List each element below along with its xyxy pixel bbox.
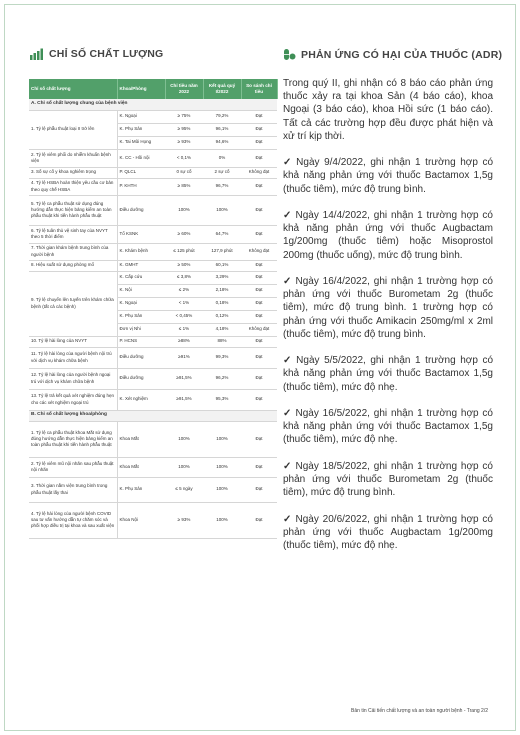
department-cell: P. HCNS: [117, 336, 165, 347]
target-cell: ≥ 50%: [165, 260, 203, 271]
compare-cell: Đạt: [241, 271, 277, 284]
target-cell: ≤ 3,8%: [165, 271, 203, 284]
indicator-name: 2. Tỷ lệ viêm mũ nội nhãn sau phẫu thuật nội nhãn: [29, 457, 117, 477]
table-header-row: [29, 79, 277, 99]
quality-indicators-table: [29, 79, 278, 539]
result-cell: 3,29%: [203, 271, 241, 284]
check-icon: ✓: [283, 408, 293, 419]
compare-cell: Không đạt: [241, 243, 277, 260]
table-row: [29, 110, 277, 123]
table-row: [29, 336, 277, 347]
target-cell: ≥91,5%: [165, 368, 203, 389]
bar-chart-icon: [30, 48, 44, 60]
indicator-name: 1. Tỷ lệ phẫu thuật loại II trở lên: [29, 110, 117, 149]
result-cell: 96,2%: [203, 368, 241, 389]
result-cell: 99,3%: [203, 347, 241, 368]
indicator-name: 4. Tỷ lệ HSBA hoàn thiện yêu cầu cơ bản theo quy chế HSBA: [29, 178, 117, 195]
result-cell: 64,7%: [203, 225, 241, 243]
target-cell: ≤ 5 ngày: [165, 477, 203, 502]
check-icon: ✓: [283, 513, 293, 525]
adr-text: Trong quý II, ghi nhận có 8 báo cáo phản ứng thuốc xảy ra tại khoa Sản (4 báo cáo), khoa Ngoại (3 báo cáo), khoa Hồi sức (1 báo cáo). Tất cả các trường hợp đều được phát hiện và xử trí kịp thời.: [283, 78, 493, 142]
section-title: A. Chỉ số chất lượng chung của bệnh viện: [29, 99, 277, 110]
table-row: [29, 421, 277, 457]
target-cell: ≤ 1%: [165, 323, 203, 336]
compare-cell: Đạt: [241, 347, 277, 368]
indicator-name: 3. Số sự cố y khoa nghiêm trọng: [29, 167, 117, 178]
compare-cell: Không đạt: [241, 323, 277, 336]
department-cell: K. Tai Mũi Họng: [117, 136, 165, 149]
indicator-name: 3. Thời gian nằm viện trung bình trong phẫu thuật lấy thai: [29, 477, 117, 502]
department-cell: K. Nội: [117, 284, 165, 297]
department-cell: Điều dưỡng: [117, 195, 165, 225]
target-cell: ≥ 93%: [165, 502, 203, 538]
target-cell: 100%: [165, 421, 203, 457]
result-cell: 88%: [203, 336, 241, 347]
table-row: [29, 368, 277, 389]
result-cell: 2 sự cố: [203, 167, 241, 178]
compare-cell: Đạt: [241, 310, 277, 323]
adr-case-item: [283, 460, 493, 500]
table-row: [29, 167, 277, 178]
result-cell: 0,12%: [203, 310, 241, 323]
target-cell: ≤ 125 phút: [165, 243, 203, 260]
target-cell: ≥ 95%: [165, 123, 203, 136]
compare-cell: Đạt: [241, 195, 277, 225]
department-cell: K. Cấp cứu: [117, 271, 165, 284]
target-cell: 100%: [165, 457, 203, 477]
result-cell: 100%: [203, 502, 241, 538]
result-cell: 79,2%: [203, 110, 241, 123]
adr-content: [283, 77, 493, 565]
department-cell: Điều dưỡng: [117, 347, 165, 368]
result-cell: 100%: [203, 457, 241, 477]
col-header-target: Chỉ tiêu năm 2022: [165, 79, 203, 99]
adr-text: Ngày 20/6/2022, ghi nhận 1 trường hợp có phản ứng với thuốc Augbactam 1g/200mg (thuốc tiêm), mức độ nhẹ.: [283, 513, 493, 551]
result-cell: 127,9 phút: [203, 243, 241, 260]
department-cell: K. GMHT: [117, 260, 165, 271]
result-cell: 0,18%: [203, 297, 241, 310]
department-cell: K. CC - Hồi nội: [117, 149, 165, 167]
compare-cell: Đạt: [241, 178, 277, 195]
adr-text: Ngày 9/4/2022, ghi nhận 1 trường hợp có khả năng phản ứng với thuốc Bactamox 1,5g (thuốc tiêm), mức độ trung bình.: [283, 157, 494, 195]
adr-text: Ngày 16/5/2022, ghi nhận 1 trường hợp có khả năng phản ứng với thuốc Bactamox 1,5g (thuốc tiêm), mức độ nhẹ.: [283, 408, 493, 446]
department-cell: Khoa Nội: [117, 502, 165, 538]
target-cell: < 0,1%: [165, 149, 203, 167]
table-row: [29, 260, 277, 271]
indicator-name: 9. Tỷ lệ chuyển lên tuyến trên khám chữa bệnh (tất cả các bệnh): [29, 271, 117, 336]
department-cell: K. Phụ Sản: [117, 123, 165, 136]
target-cell: ≥88%: [165, 336, 203, 347]
compare-cell: Đạt: [241, 502, 277, 538]
result-cell: 94,6%: [203, 136, 241, 149]
department-cell: Điều dưỡng: [117, 368, 165, 389]
result-cell: 96,1%: [203, 123, 241, 136]
indicator-name: 6. Tỷ lệ tuân thủ vệ sinh tay của NVYT theo 5 thời điểm: [29, 225, 117, 243]
quality-indicators-heading: [30, 48, 163, 60]
department-cell: K. Khám bệnh: [117, 243, 165, 260]
target-cell: 0 sự cố: [165, 167, 203, 178]
result-cell: 96,7%: [203, 178, 241, 195]
indicator-name: 4. Tỷ lệ hài lòng của người bệnh COVID sau tư vấn hướng dẫn tự chăm sóc và phối hợp điều trị tại khoa và sau xuất viện: [29, 502, 117, 538]
department-cell: Đơn vị Nhi: [117, 323, 165, 336]
table-row: [29, 477, 277, 502]
target-cell: 100%: [165, 195, 203, 225]
indicator-name: 7. Thời gian khám bệnh trung bình của người bệnh: [29, 243, 117, 260]
compare-cell: Đạt: [241, 389, 277, 410]
section-title: B. Chỉ số chất lượng khoa/phòng: [29, 410, 277, 421]
check-icon: ✓: [283, 276, 293, 287]
department-cell: K. Phụ Sản: [117, 477, 165, 502]
check-icon: ✓: [283, 157, 294, 169]
department-cell: Khoa Mắt: [117, 421, 165, 457]
department-cell: K. Xét nghiệm: [117, 389, 165, 410]
table-row: [29, 271, 277, 284]
check-icon: ✓: [283, 210, 293, 221]
result-cell: 95,3%: [203, 389, 241, 410]
indicator-name: 5. Tỷ lệ ca phẫu thuật sử dụng đúng hướng dẫn thực hiện bảng kiểm an toàn phẫu thuật khi tiến hành phẫu thuật: [29, 195, 117, 225]
table-row: [29, 347, 277, 368]
table-row: [29, 502, 277, 538]
adr-case-item: [283, 354, 493, 394]
page-footer: Bản tin Cải tiến chất lượng và an toàn người bệnh - Trang 2/2: [351, 708, 488, 714]
col-header-result: Kết quả quý I/2022: [203, 79, 241, 99]
indicator-name: 1. Tỷ lệ ca phẫu thuật khoa Mắt sử dụng đúng hướng dẫn thực hiện bảng kiểm an toàn phẫu thuật khi tiến hành phẫu thuật: [29, 421, 117, 457]
result-cell: 2,18%: [203, 284, 241, 297]
compare-cell: Đạt: [241, 421, 277, 457]
department-cell: Tổ KSNK: [117, 225, 165, 243]
compare-cell: Đạt: [241, 136, 277, 149]
indicator-name: 10. Tỷ lệ hài lòng của NVYT: [29, 336, 117, 347]
right-title-text: PHẢN ỨNG CÓ HẠI CỦA THUỐC (ADR): [301, 48, 503, 61]
department-cell: Khoa Mắt: [117, 457, 165, 477]
result-cell: 60,1%: [203, 260, 241, 271]
table-row: [29, 149, 277, 167]
compare-cell: Đạt: [241, 149, 277, 167]
check-icon: ✓: [283, 355, 294, 367]
col-header-compare: So sánh chỉ tiêu: [241, 79, 277, 99]
target-cell: ≥91%: [165, 347, 203, 368]
indicator-name: 12. Tỷ lệ hài lòng của người bệnh ngoại trú với dịch vụ khám chữa bệnh: [29, 368, 117, 389]
compare-cell: Đạt: [241, 225, 277, 243]
compare-cell: Không đạt: [241, 167, 277, 178]
target-cell: ≥ 93%: [165, 136, 203, 149]
target-cell: ≥ 85%: [165, 178, 203, 195]
compare-cell: Đạt: [241, 284, 277, 297]
target-cell: < 0,45%: [165, 310, 203, 323]
indicator-name: 13. Tỷ lệ trả kết quả xét nghiệm đúng hẹn cho các xét nghiệm ngoại trú: [29, 389, 117, 410]
pills-icon: [283, 48, 296, 61]
result-cell: 0%: [203, 149, 241, 167]
target-cell: ≤ 2%: [165, 284, 203, 297]
table-row: [29, 195, 277, 225]
adr-text: Ngày 5/5/2022, ghi nhận 1 trường hợp có khả năng phản ứng với thuốc Bactamox 1,5g (thuốc tiêm), mức độ nhẹ.: [283, 355, 494, 393]
left-title-text: CHỈ SỐ CHẤT LƯỢNG: [49, 48, 164, 60]
compare-cell: Đạt: [241, 260, 277, 271]
adr-case-item: [283, 513, 493, 553]
compare-cell: Đạt: [241, 477, 277, 502]
compare-cell: Đạt: [241, 457, 277, 477]
result-cell: 4,18%: [203, 323, 241, 336]
compare-cell: Đạt: [241, 110, 277, 123]
adr-text: Ngày 18/5/2022, ghi nhận 1 trường hợp có phản ứng với thuốc Burometam 2g (thuốc tiêm), mức độ trung bình.: [283, 460, 493, 499]
result-cell: 100%: [203, 421, 241, 457]
target-cell: ≥ 60%: [165, 225, 203, 243]
table-section-row: [29, 410, 277, 421]
adr-summary: [283, 77, 493, 143]
table-row: [29, 225, 277, 243]
table-section-row: [29, 99, 277, 110]
indicator-name: 8. Hiệu suất sử dụng phòng mổ: [29, 260, 117, 271]
adr-text: Ngày 16/4/2022, ghi nhận 1 trường hợp có phản ứng với thuốc Burometam 2g (thuốc tiêm), mức độ trung bình. 1 trường hợp có phản ứng với thuốc Amikacin 250mg/ml x 2ml (thuốc tiêm), mức độ trung bình.: [283, 276, 493, 340]
indicator-name: 2. Tỷ lệ viêm phổi do nhiễm khuẩn bệnh viện: [29, 149, 117, 167]
compare-cell: Đạt: [241, 297, 277, 310]
table-row: [29, 243, 277, 260]
target-cell: < 1%: [165, 297, 203, 310]
adr-text: Ngày 14/4/2022, ghi nhận 1 trường hợp có khả năng phản ứng với thuốc Augbactam 1g/200mg (thuốc tiêm) hoặc Misoprostol 200mg (thuốc uống), mức độ trung bình.: [283, 210, 493, 261]
table-row: [29, 457, 277, 477]
department-cell: K. Ngoại: [117, 297, 165, 310]
department-cell: P. QLCL: [117, 167, 165, 178]
result-cell: 100%: [203, 477, 241, 502]
adr-case-item: [283, 407, 493, 447]
department-cell: K. Phụ Sản: [117, 310, 165, 323]
compare-cell: Đạt: [241, 368, 277, 389]
indicator-name: 11. Tỷ lệ hài lòng của người bệnh nội trú với dịch vụ khám chữa bệnh: [29, 347, 117, 368]
compare-cell: Đạt: [241, 123, 277, 136]
adr-case-item: [283, 156, 493, 196]
adr-case-item: [283, 209, 493, 262]
adr-heading: [283, 48, 502, 61]
col-header-indicator: Chỉ số chất lượng: [29, 79, 117, 99]
target-cell: ≥ 75%: [165, 110, 203, 123]
target-cell: ≥91,5%: [165, 389, 203, 410]
table-row: [29, 389, 277, 410]
check-icon: ✓: [283, 460, 293, 472]
result-cell: 100%: [203, 195, 241, 225]
col-header-department: Khoa/Phòng: [117, 79, 165, 99]
department-cell: K. Ngoại: [117, 110, 165, 123]
department-cell: P. KHTH: [117, 178, 165, 195]
compare-cell: Đạt: [241, 336, 277, 347]
table-row: [29, 178, 277, 195]
adr-case-item: [283, 275, 493, 341]
